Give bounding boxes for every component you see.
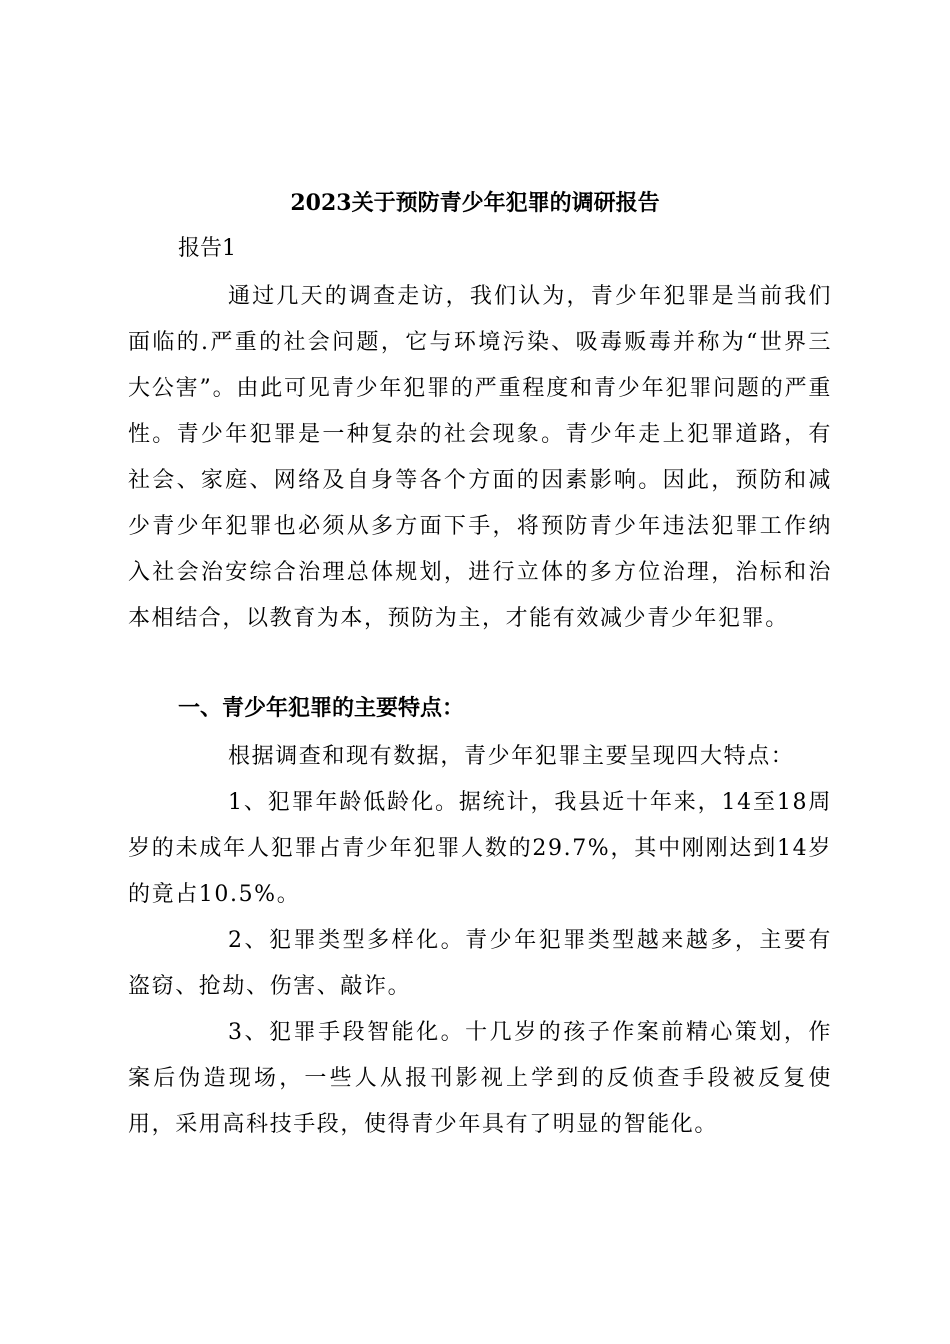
- point-2-paragraph: 2、犯罪类型多样化。青少年犯罪类型越来越多，主要有盗窃、抢劫、伤害、敲诈。: [128, 928, 832, 999]
- point-3-paragraph: 3、犯罪手段智能化。十几岁的孩子作案前精心策划，作案后伪造现场，一些人从报刊影视上学到的反侦查手段被反复使用，采用高科技手段，使得青少年具有了明显的智能化。: [128, 1020, 832, 1137]
- section-heading: 一、青少年犯罪的主要特点：: [178, 696, 465, 721]
- section-lead-paragraph: 根据调查和现有数据，青少年犯罪主要呈现四大特点：: [228, 744, 795, 769]
- intro-paragraph: 通过几天的调查走访，我们认为，青少年犯罪是当前我们面临的.严重的社会问题，它与环境污染、吸毒贩毒并称为“世界三大公害”。由此可见青少年犯罪的严重程度和青少年犯罪问题的严重性。青少年犯罪是一种复杂的社会现象。青少年走上犯罪道路，有社会、家庭、网络及自身等各个方面的因素影响。因此，预防和减少青少年犯罪也必须从多方面下手，将预防青少年违法犯罪工作纳入社会治安综合治理总体规划，进行立体的多方位治理，治标和治本相结合，以教育为本，预防为主，才能有效减少青少年犯罪。: [128, 284, 832, 631]
- document-title: 2023关于预防青少年犯罪的调研报告: [290, 190, 660, 216]
- document-subtitle: 报告1: [178, 236, 236, 261]
- point-1-paragraph: 1、犯罪年龄低龄化。据统计，我县近十年来，14至18周岁的未成年人犯罪占青少年犯罪人数的29.7%，其中刚刚达到14岁的竟占10.5%。: [128, 790, 832, 907]
